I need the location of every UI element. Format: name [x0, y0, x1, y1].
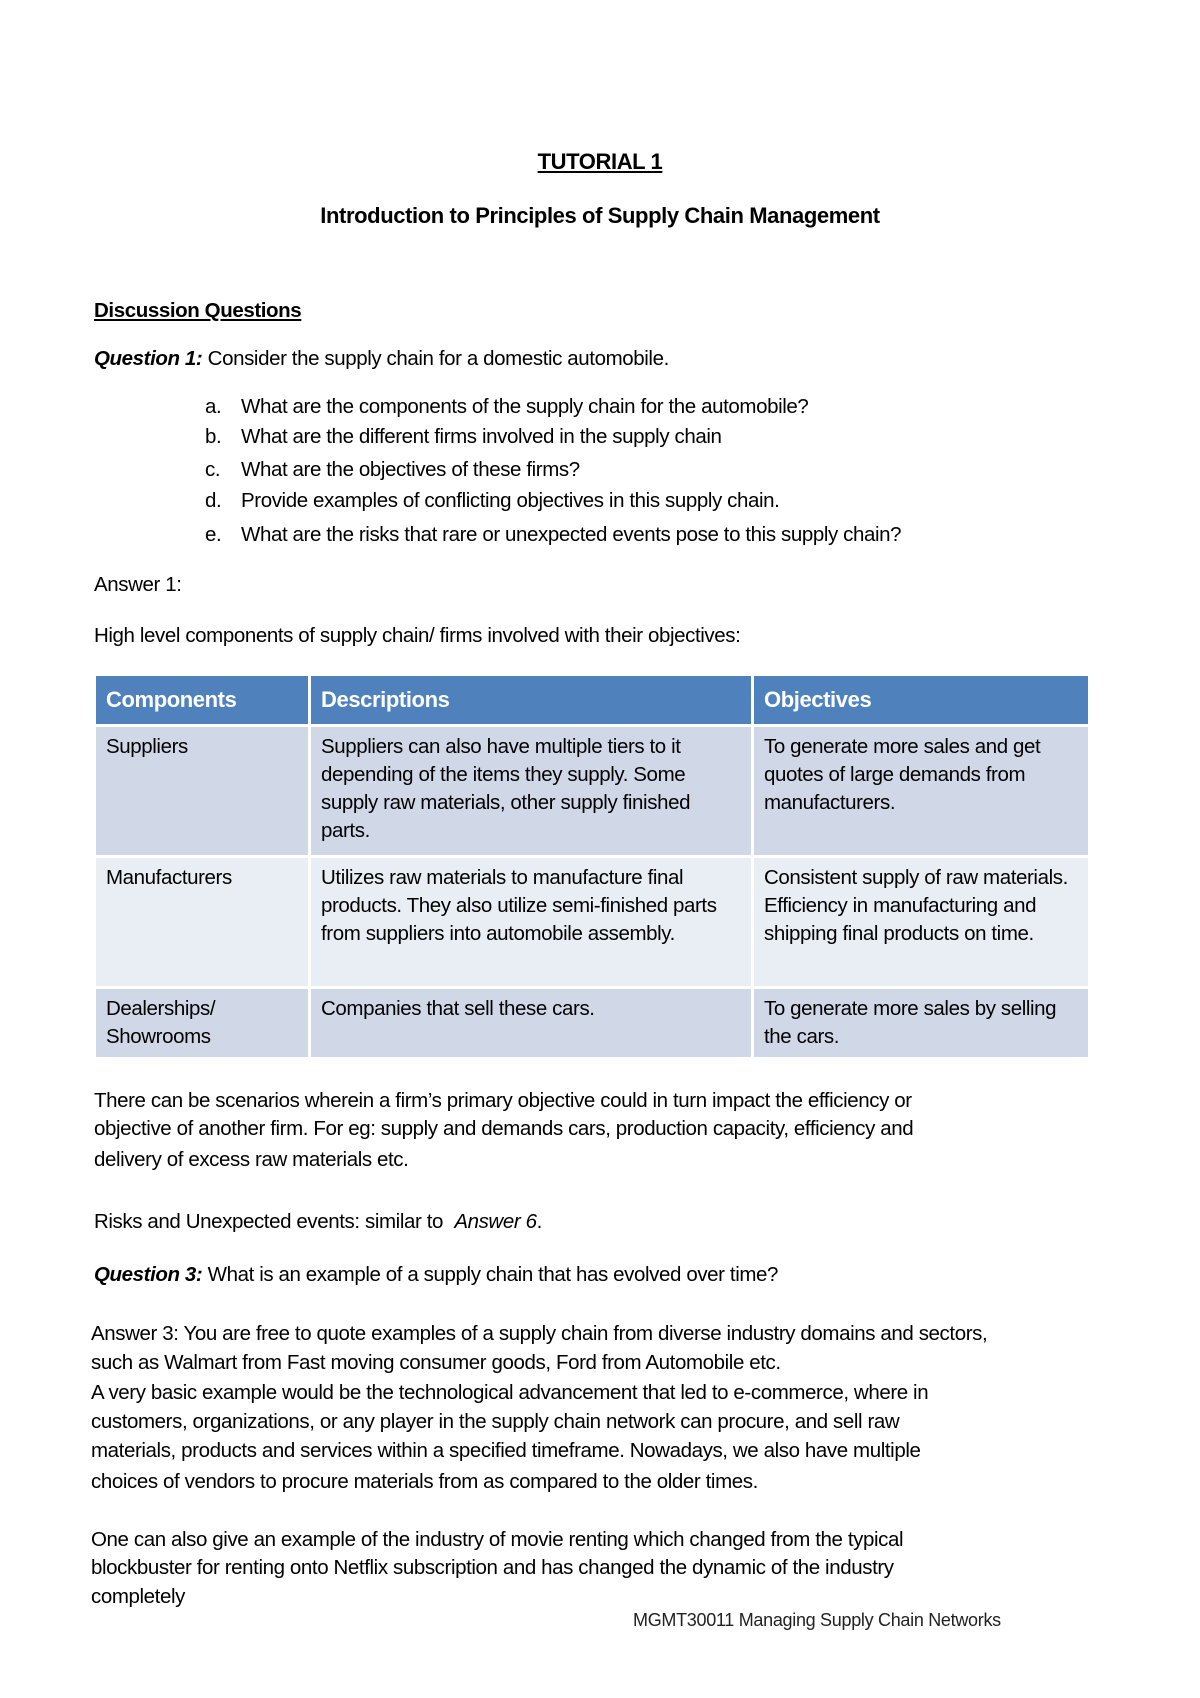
header-components: Components [96, 676, 308, 724]
list-text: What are the components of the supply chain for the automobile? [241, 395, 809, 418]
header-objectives: Objectives [754, 676, 1088, 724]
components-table [93, 673, 1091, 1060]
cell-description: Utilizes raw materials to manufacture final products. They also utilize semi-finished parts from suppliers into automobile assembly. [311, 858, 751, 986]
list-text: Provide examples of conflicting objectives in this supply chain. [241, 489, 780, 512]
list-item [205, 523, 901, 547]
list-item [205, 458, 580, 482]
table-header-row [96, 676, 1088, 724]
paragraph-line: objective of another firm. For eg: supply and demands cars, production capacity, efficiency and [94, 1117, 914, 1140]
paragraph-line: There can be scenarios wherein a firm’s primary objective could in turn impact the efficiency or [94, 1089, 912, 1112]
page-footer: MGMT30011 Managing Supply Chain Networks [633, 1610, 1001, 1630]
paragraph-line: blockbuster for renting onto Netflix subscription and has changed the dynamic of the industry [91, 1556, 894, 1579]
question-label: Question 1: [94, 347, 203, 370]
risks-end: . [536, 1210, 542, 1233]
table-row [96, 727, 1088, 855]
question-text: Consider the supply chain for a domestic automobile. [202, 347, 669, 370]
paragraph-line: such as Walmart from Fast moving consumer goods, Ford from Automobile etc. [91, 1351, 781, 1374]
section-heading: Discussion Questions [94, 299, 302, 322]
paragraph-line: completely [91, 1585, 185, 1608]
paragraph-line: choices of vendors to procure materials from as compared to the older times. [91, 1470, 758, 1493]
page-subtitle: Introduction to Principles of Supply Chain Management [320, 203, 880, 228]
question-label: Question 3: [94, 1263, 203, 1286]
cell-description: Companies that sell these cars. [311, 989, 751, 1057]
cell-objective: To generate more sales and get quotes of large demands from manufacturers. [754, 727, 1088, 855]
answer-1-label: Answer 1: [94, 573, 182, 596]
cell-component: Manufacturers [96, 858, 308, 986]
paragraph-line: Answer 3: You are free to quote examples of a supply chain from diverse industry domains and sectors, [91, 1322, 988, 1345]
paragraph-line: One can also give an example of the industry of movie renting which changed from the typical [91, 1528, 904, 1551]
risks-text: Risks and Unexpected events: similar to [94, 1210, 449, 1233]
paragraph-line: A very basic example would be the technological advancement that led to e-commerce, where in [91, 1381, 929, 1404]
paragraph-line: delivery of excess raw materials etc. [94, 1148, 409, 1171]
header-descriptions: Descriptions [311, 676, 751, 724]
list-text: What are the different firms involved in the supply chain [241, 425, 722, 448]
list-item [205, 489, 779, 513]
list-letter: e. [205, 523, 222, 546]
page-title: TUTORIAL 1 [537, 149, 663, 174]
cell-component: Dealerships/ Showrooms [96, 989, 308, 1057]
question-text: What is an example of a supply chain that has evolved over time? [202, 1263, 779, 1286]
list-letter: a. [205, 395, 222, 418]
list-item [205, 395, 808, 419]
paragraph-line: customers, organizations, or any player in the supply chain network can procure, and sell raw [91, 1410, 900, 1433]
list-letter: d. [205, 489, 222, 512]
question-3 [94, 1263, 778, 1287]
risks-reference: Answer 6 [454, 1210, 537, 1233]
list-text: What are the risks that rare or unexpected events pose to this supply chain? [241, 523, 902, 546]
risks-line [94, 1210, 542, 1234]
list-letter: b. [205, 425, 222, 448]
list-text: What are the objectives of these firms? [241, 458, 580, 481]
cell-objective: Consistent supply of raw materials. Efficiency in manufacturing and shipping final products on time. [754, 858, 1088, 986]
table-row [96, 989, 1088, 1057]
list-letter: c. [205, 458, 221, 481]
answer-1-intro: High level components of supply chain/ firms involved with their objectives: [94, 624, 741, 647]
question-1 [94, 347, 669, 371]
paragraph-line: materials, products and services within a specified timeframe. Nowadays, we also have multiple [91, 1439, 921, 1462]
cell-component: Suppliers [96, 727, 308, 855]
cell-objective: To generate more sales by selling the cars. [754, 989, 1088, 1057]
list-item [205, 425, 721, 449]
table-row [96, 858, 1088, 986]
cell-description: Suppliers can also have multiple tiers to it depending of the items they supply. Some supply raw materials, other supply finished parts. [311, 727, 751, 855]
